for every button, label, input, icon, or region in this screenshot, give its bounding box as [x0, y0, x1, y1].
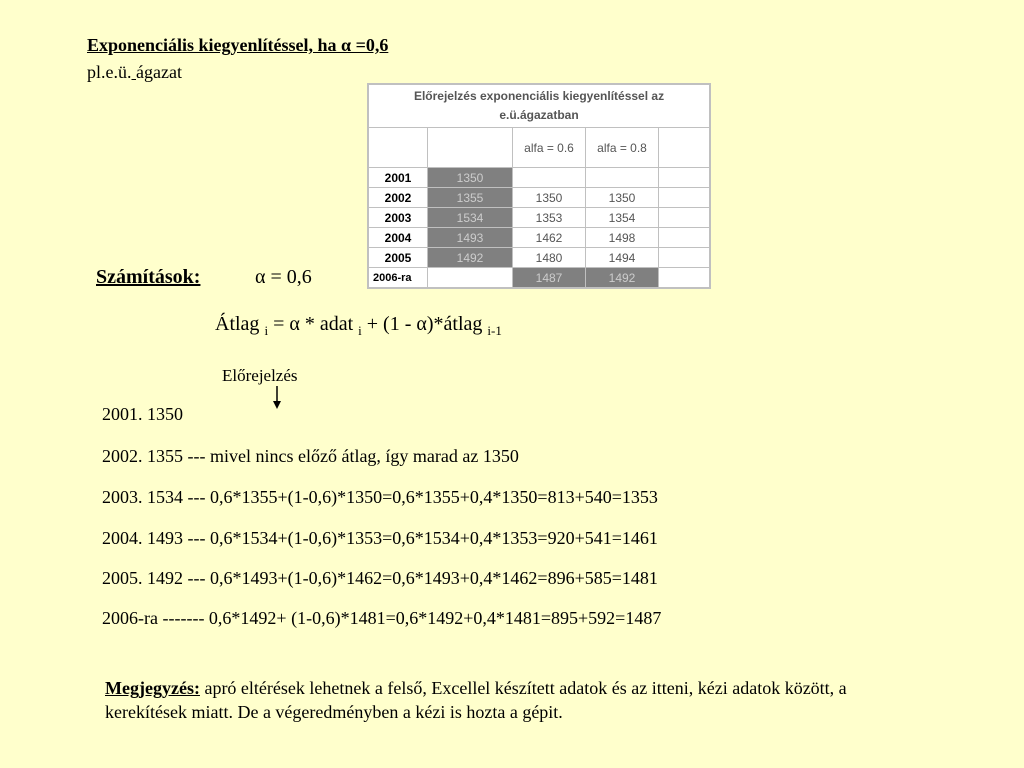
note-label: Megjegyzés: [105, 678, 200, 698]
calc-line-2006: 2006-ra ------- 0,6*1492+ (1-0,6)*1481=0,6*1492+0,4*1481=895+592=1487 [102, 608, 662, 628]
table-row [369, 188, 710, 208]
table-row [369, 228, 710, 248]
col-header-alpha08: alfa = 0.8 [586, 128, 659, 168]
forecast-table [367, 83, 711, 289]
row-alpha06 [513, 168, 586, 188]
row-actual: 1493 [428, 228, 513, 248]
row-alpha08: 1492 [586, 268, 659, 288]
forecast-label: Előrejelzés [222, 366, 298, 385]
formula-sub-3: i-1 [487, 323, 502, 338]
row-actual: 1492 [428, 248, 513, 268]
formula-part-2: = α * adat [268, 313, 359, 335]
col-header-year [369, 128, 428, 168]
slide-subtitle [87, 62, 182, 83]
formula [215, 313, 502, 339]
note [105, 676, 925, 724]
row-empty [659, 228, 710, 248]
row-year: 2002 [369, 188, 428, 208]
row-actual [428, 268, 513, 288]
calc-line-2005: 2005. 1492 --- 0,6*1493+(1-0,6)*1462=0,6*1493+0,4*1462=896+585=1481 [102, 568, 658, 588]
calculations-label: Számítások: [96, 266, 201, 288]
row-empty [659, 268, 710, 288]
row-alpha08: 1498 [586, 228, 659, 248]
row-empty [659, 208, 710, 228]
row-year: 2003 [369, 208, 428, 228]
row-alpha06: 1353 [513, 208, 586, 228]
calc-line-2004: 2004. 1493 --- 0,6*1534+(1-0,6)*1353=0,6*1534+0,4*1353=920+541=1461 [102, 528, 658, 548]
col-header-alpha06: alfa = 0.6 [513, 128, 586, 168]
row-actual: 1350 [428, 168, 513, 188]
row-year: 2005 [369, 248, 428, 268]
row-year: 2001 [369, 168, 428, 188]
calc-line-2001: 2001. 1350 [102, 404, 183, 424]
subtitle-post: ágazat [136, 62, 182, 82]
calc-line-2003: 2003. 1534 --- 0,6*1355+(1-0,6)*1350=0,6*1355+0,4*1350=813+540=1353 [102, 487, 658, 507]
row-alpha08 [586, 168, 659, 188]
subtitle-pre: pl.e.ü. [87, 62, 132, 82]
row-alpha06: 1487 [513, 268, 586, 288]
table-row [369, 248, 710, 268]
formula-part-3: + (1 - α)*átlag [361, 313, 488, 335]
formula-sub-2: i [358, 323, 362, 338]
alpha-value: α = 0,6 [255, 266, 312, 288]
row-alpha06: 1480 [513, 248, 586, 268]
note-text: apró eltérések lehetnek a felső, Excellel készített adatok és az itteni, kézi adatok között, a kerekítések miatt. De a végeredményben a kézi is hozta a gépit. [105, 678, 847, 722]
formula-sub-1: i [264, 323, 269, 338]
row-alpha08: 1354 [586, 208, 659, 228]
row-alpha08: 1494 [586, 248, 659, 268]
col-header-actual [428, 128, 513, 168]
row-actual: 1534 [428, 208, 513, 228]
table-row [369, 168, 710, 188]
table-row [369, 268, 710, 288]
slide-title: Exponenciális kiegyenlítéssel, ha α =0,6 [87, 35, 389, 55]
formula-part-1: Átlag [215, 313, 265, 335]
table-header-line1: Előrejelzés exponenciális kiegyenlítéssel az [413, 89, 665, 103]
calc-line-2002: 2002. 1355 --- mivel nincs előző átlag, így marad az 1350 [102, 446, 519, 466]
col-header-empty [659, 128, 710, 168]
row-actual: 1355 [428, 188, 513, 208]
row-alpha06: 1350 [513, 188, 586, 208]
row-alpha06: 1462 [513, 228, 586, 248]
table-header [369, 85, 710, 128]
row-empty [659, 248, 710, 268]
down-arrow-icon [272, 386, 282, 410]
table-header-line2: e.ü.ágazatban [499, 108, 579, 122]
row-year: 2006-ra [369, 268, 428, 288]
row-empty [659, 188, 710, 208]
table-row [369, 208, 710, 228]
row-year: 2004 [369, 228, 428, 248]
row-empty [659, 168, 710, 188]
row-alpha08: 1350 [586, 188, 659, 208]
